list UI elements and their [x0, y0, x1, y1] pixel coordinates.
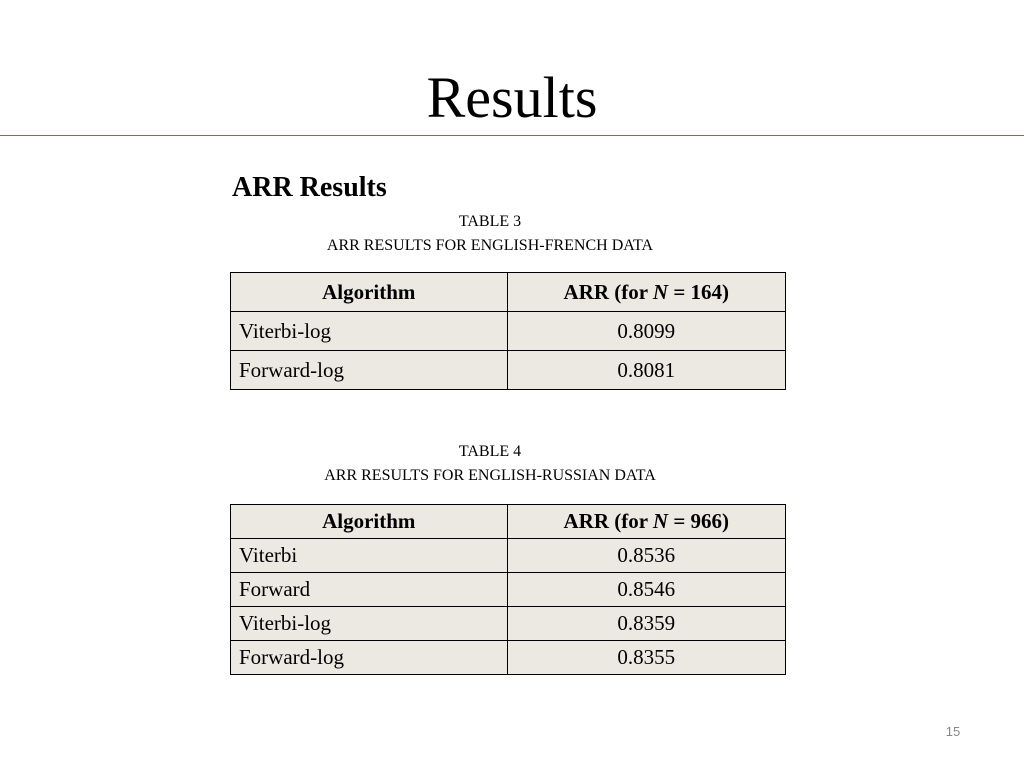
table-row: [231, 641, 786, 675]
table4-title: ARR RESULTS FOR ENGLISH-RUSSIAN DATA: [324, 467, 656, 484]
column-header-arr: ARR (for N = 966): [507, 505, 785, 539]
page-number: 15: [945, 724, 961, 739]
algorithm-cell: Viterbi-log: [231, 312, 508, 351]
title-divider: [0, 135, 1024, 136]
algorithm-cell: Viterbi-log: [231, 607, 508, 641]
algorithm-cell: Forward-log: [231, 351, 508, 390]
algorithm-cell: Viterbi: [231, 539, 508, 573]
arr-cell: 0.8081: [507, 351, 785, 390]
table3: [230, 272, 786, 390]
table-row: [231, 607, 786, 641]
slide-title: Results: [426, 65, 598, 130]
table-row: [231, 351, 786, 390]
column-header-algorithm: Algorithm: [231, 505, 508, 539]
column-header-algorithm: Algorithm: [231, 273, 508, 312]
arr-cell: 0.8355: [507, 641, 785, 675]
table4-caption: [230, 440, 750, 488]
algorithm-cell: Forward-log: [231, 641, 508, 675]
table4-label: TABLE 4: [458, 443, 522, 460]
table3-label: TABLE 3: [458, 213, 522, 230]
table3-caption: [230, 210, 750, 258]
table-row: [231, 573, 786, 607]
arr-cell: 0.8546: [507, 573, 785, 607]
table-row: [231, 312, 786, 351]
table3-title: ARR RESULTS FOR ENGLISH-FRENCH DATA: [326, 237, 654, 254]
arr-cell: 0.8536: [507, 539, 785, 573]
arr-cell: 0.8359: [507, 607, 785, 641]
arr-cell: 0.8099: [507, 312, 785, 351]
algorithm-cell: Forward: [231, 573, 508, 607]
table-row: [231, 539, 786, 573]
column-header-arr: ARR (for N = 164): [507, 273, 785, 312]
table-header-row: [231, 505, 786, 539]
table-header-row: [231, 273, 786, 312]
table4: [230, 504, 786, 675]
section-heading: ARR Results: [232, 172, 387, 203]
